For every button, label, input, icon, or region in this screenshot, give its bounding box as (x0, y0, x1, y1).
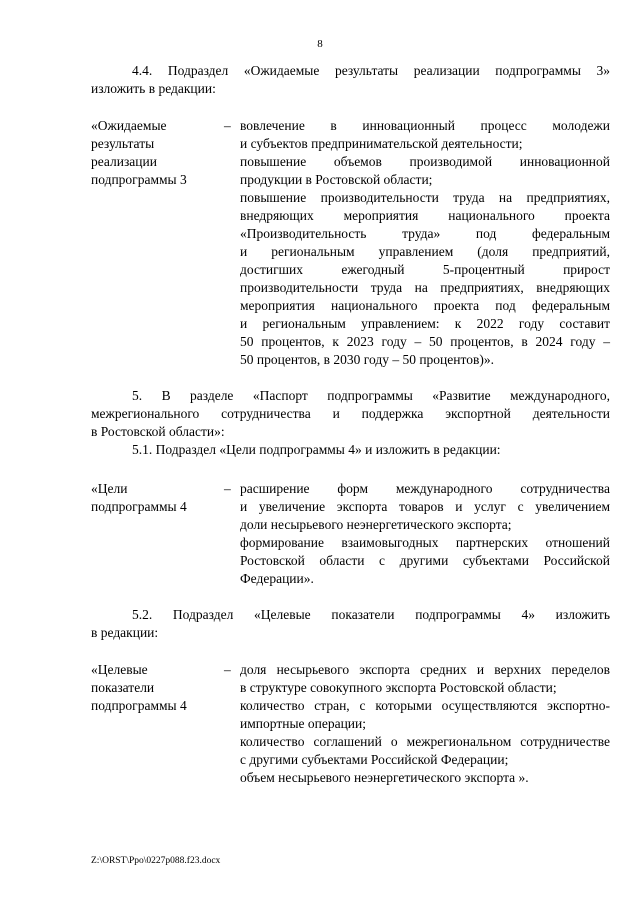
text-line: импортные операции; (240, 716, 367, 731)
paragraph-4-4 (91, 62, 610, 98)
paragraph-5-2 (91, 606, 610, 642)
label-line: «Цели (91, 481, 128, 496)
text-line: количество стран, с которыми осуществляются экспортно- (240, 698, 610, 713)
block-label (91, 480, 221, 516)
paragraph-5-1 (91, 441, 610, 459)
label-line: результаты (91, 136, 155, 151)
block-content (240, 480, 610, 588)
dash-separator: – (224, 118, 231, 133)
text-line: 50 процентов, к 2023 году – 50 процентов, в 2024 году – (240, 334, 610, 349)
label-line: «Целевые (91, 662, 148, 677)
dash-separator: – (224, 662, 231, 677)
text-line: в Ростовской области»: (91, 424, 225, 439)
text-line: в редакции: (91, 625, 159, 640)
text-line: и увеличение экспорта товаров и услуг с увеличением (240, 499, 610, 514)
text-line: Федерации». (240, 571, 314, 586)
text-line: и субъектов предпринимательской деятельности; (240, 136, 523, 151)
text-line: повышение объемов производимой инновационной (240, 154, 610, 169)
text-line: 4.4. Подраздел «Ожидаемые результаты реализации подпрограммы 3» (132, 63, 610, 78)
text-line: в структуре совокупного экспорта Ростовской области; (240, 680, 557, 695)
text-line: изложить в редакции: (91, 81, 216, 96)
label-line: реализации (91, 154, 157, 169)
text-line: 5.1. Подраздел «Цели подпрограммы 4» и изложить в редакции: (132, 442, 501, 457)
text-line: с другими субъектами Российской Федерации; (240, 752, 509, 767)
block-content (240, 661, 610, 787)
text-line: расширение форм международного сотрудничества (240, 481, 610, 496)
text-line: производительности труда на предприятиях, внедряющих (240, 280, 610, 295)
file-path-footer: Z:\ORST\Ppo\0227p088.f23.docx (91, 856, 221, 866)
text-line: формирование взаимовыгодных партнерских отношений (240, 535, 610, 550)
block-label (91, 661, 221, 715)
text-line: внедряющих мероприятия национального проекта (240, 208, 610, 223)
text-line: доли несырьевого неэнергетического экспорта; (240, 517, 512, 532)
label-line: «Ожидаемые (91, 118, 167, 133)
text-line: и региональным управлением (доля предприятий, (240, 244, 610, 259)
dash-separator: – (224, 481, 231, 496)
text-line: «Производительность труда» под федеральным (240, 226, 610, 241)
label-line: подпрограммы 4 (91, 499, 187, 514)
text-line: и региональным управлением: к 2022 году составит (240, 316, 610, 331)
text-line: 5.2. Подраздел «Целевые показатели подпрограммы 4» изложить (132, 607, 610, 622)
paragraph-5 (91, 387, 610, 441)
text-line: количество соглашений о межрегиональном сотрудничестве (240, 734, 610, 749)
text-line: межрегионального сотрудничества и поддержка экспортной деятельности (91, 406, 610, 421)
label-line: подпрограммы 3 (91, 172, 187, 187)
text-line: доля несырьевого экспорта средних и верхних переделов (240, 662, 610, 677)
text-line: 50 процентов, в 2030 году – 50 процентов)». (240, 352, 494, 367)
text-line: объем несырьевого неэнергетического экспорта ». (240, 770, 529, 785)
text-line: мероприятия национального проекта под федеральным (240, 298, 610, 313)
block-label (91, 117, 221, 189)
text-line: достигших ежегодный 5-процентный прирост (240, 262, 610, 277)
text-line: Ростовской области с другими субъектами Российской (240, 553, 610, 568)
label-line: показатели (91, 680, 155, 695)
page-number: 8 (317, 38, 323, 50)
text-line: повышение производительности труда на предприятиях, (240, 190, 610, 205)
label-line: подпрограммы 4 (91, 698, 187, 713)
text-line: вовлечение в инновационный процесс молодежи (240, 118, 610, 133)
text-line: 5. В разделе «Паспорт подпрограммы «Развитие международного, (132, 388, 610, 403)
text-line: продукции в Ростовской области; (240, 172, 433, 187)
block-content (240, 117, 610, 369)
